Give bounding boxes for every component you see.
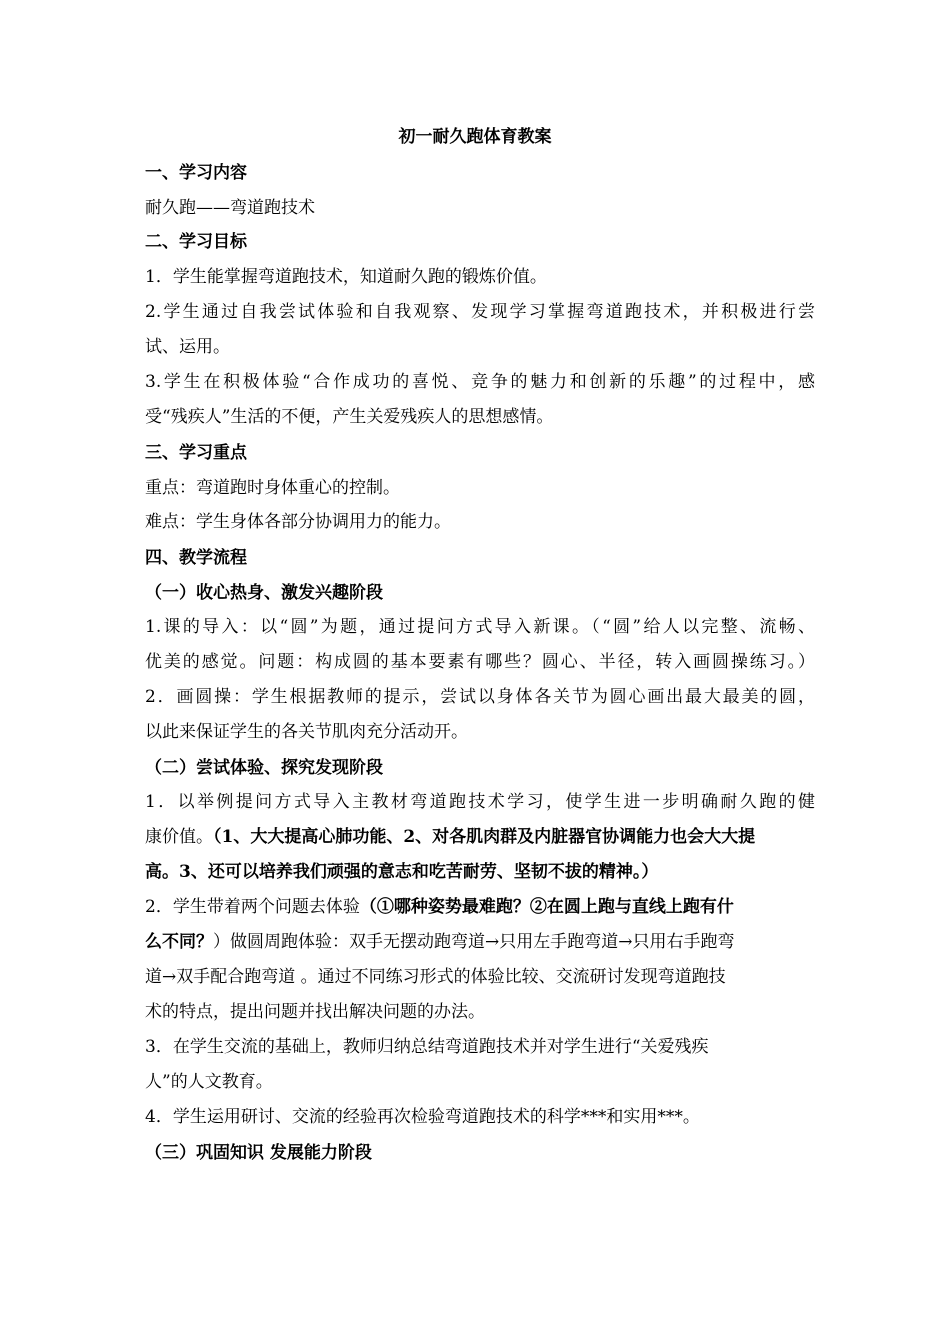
paragraph-line: 1.课的导入：以“圆”为题，通过提问方式导入新课。（“圆”给人以完整、流畅、 [145,617,815,637]
paragraph-line: 2.学生通过自我尝试体验和自我观察、发现学习掌握弯道跑技术，并积极进行尝 [145,302,815,322]
paragraph-line: 1．学生能掌握弯道跑技术，知道耐久跑的锻炼价值。 [145,267,547,287]
paragraph-line: 3.学生在积极体验“合作成功的喜悦、竞争的魅力和创新的乐趣”的过程中，感 [145,372,815,392]
paragraph-line: 人”的人文教育。 [145,1072,273,1092]
section-heading: 三、学习重点 [145,443,247,463]
paragraph-line: 1．以举例提问方式导入主教材弯道跑技术学习，使学生进一步明确耐久跑的健 [145,792,815,812]
paragraph-line: 优美的感觉。问题：构成圆的基本要素有哪些？圆心、半径，转入画圆操练习。） [145,652,815,672]
paragraph-line [145,824,815,850]
paragraph-line: 难点：学生身体各部分协调用力的能力。 [145,512,451,532]
paragraph-line: 4．学生运用研讨、交流的经验再次检验弯道跑技术的科学***和实用***。 [145,1107,700,1127]
paragraph-line [145,894,815,920]
paragraph-line: 以此来保证学生的各关节肌肉充分活动开。 [145,722,468,742]
section-heading: 二、学习目标 [145,232,247,252]
paragraph-line: 高。3、还可以培养我们顽强的意志和吃苦耐劳、坚韧不拔的精神。） [145,862,659,882]
paragraph-line: 试、运用。 [145,337,230,357]
bold-text-run: 么不同？ [145,932,213,952]
section-heading: 一、学习内容 [145,163,247,183]
paragraph-line: 耐久跑——弯道跑技术 [145,198,315,218]
paragraph-line [145,929,815,955]
page-title: 初一耐久跑体育教案 [398,127,552,147]
text-run: ）做圆周跑体验：双手无摆动跑弯道→只用左手跑弯道→只用右手跑弯 [213,932,735,952]
paragraph-line: 2．画圆操：学生根据教师的提示，尝试以身体各关节为圆心画出最大最美的圆， [145,687,815,707]
paragraph-line: 道→双手配合跑弯道 。通过不同练习形式的体验比较、交流研讨发现弯道跑技 [145,967,726,987]
bold-text-run: （1、大大提高心肺功能、2、对各肌肉群及内脏器官协调能力也会大大提 [213,827,756,847]
text-run: 2．学生带着两个问题去体验 [145,897,360,917]
subsection-heading: （二）尝试体验、探究发现阶段 [145,758,383,778]
text-run: 康价值。 [145,827,213,847]
subsection-heading: （三）巩固知识 发展能力阶段 [145,1143,372,1163]
paragraph-line: 受“残疾人”生活的不便，产生关爱残疾人的思想感情。 [145,407,554,427]
bold-text-run: （①哪种姿势最难跑？②在圆上跑与直线上跑有什 [359,897,734,917]
paragraph-line: 重点：弯道跑时身体重心的控制。 [145,478,400,498]
section-heading: 四、教学流程 [145,548,247,568]
subsection-heading: （一）收心热身、激发兴趣阶段 [145,583,383,603]
paragraph-line: 术的特点，提出问题并找出解决问题的办法。 [145,1002,485,1022]
paragraph-line: 3．在学生交流的基础上，教师归纳总结弯道跑技术并对学生进行“关爱残疾 [145,1037,709,1057]
